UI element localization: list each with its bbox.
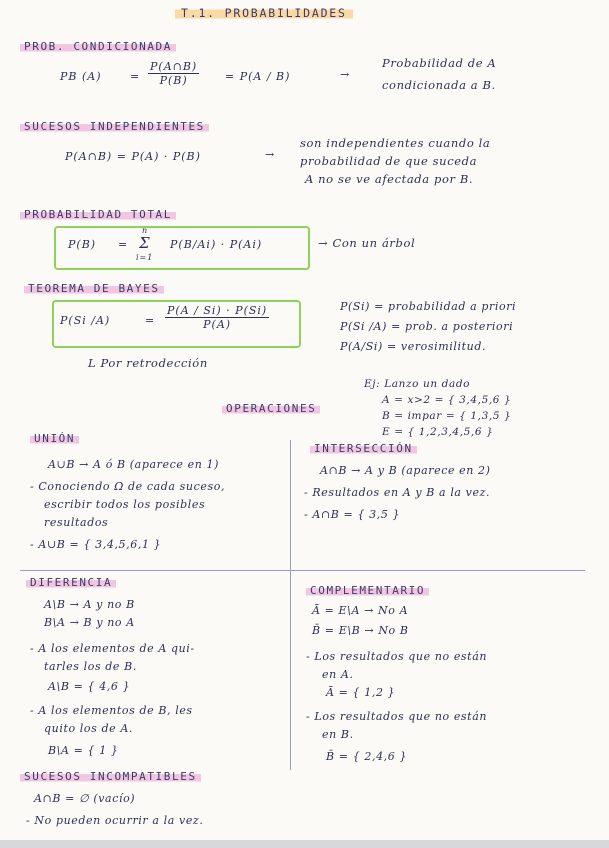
arrow-icon: → (265, 148, 276, 161)
bayes-fraction (165, 304, 269, 331)
comp-bullet1c: Ā = { 1,2 } (326, 686, 396, 699)
union-bullet2: - A∪B = { 3,4,5,6,1 } (30, 538, 162, 551)
section-header-bayes: TEOREMA DE BAYES (24, 282, 164, 295)
dif-formula2: B\A → B y no A (44, 616, 135, 629)
bayes-def-prior: P(Si) = probabilidad a priori (340, 300, 517, 313)
bayes-def-posterior: P(Si /A) = prob. a posteriori (340, 320, 514, 333)
cond-note-line2: condicionada a B. (382, 78, 496, 92)
example-line4: E = { 1,2,3,4,5,6 } (382, 426, 494, 438)
total-sum-bottom: i=1 (136, 253, 154, 262)
comp-bullet2: - Los resultados que no están (306, 710, 488, 723)
comp-formula1: Ā = E\A → No A (312, 604, 409, 617)
section-header-incompatible: SUCESOS INCOMPATIBLES (20, 770, 201, 783)
vertical-divider (290, 440, 291, 770)
section-header-conditional: PROB. CONDICIONADA (20, 40, 176, 53)
horizontal-divider (20, 570, 585, 571)
cond-lhs: PB (A) (60, 70, 102, 83)
bayes-note: L Por retrodección (88, 356, 208, 370)
sigma-icon: Σ (139, 234, 151, 252)
total-note: → Con un árbol (318, 236, 416, 250)
incomp-formula: A∩B = ∅ (vacío) (34, 792, 136, 805)
bayes-eq: = (145, 314, 156, 327)
union-formula: A∪B → A ó B (aparece en 1) (48, 458, 219, 471)
total-lhs: P(B) (68, 238, 97, 251)
section-header-difference: DIFERENCIA (26, 576, 116, 589)
indep-note-line2: probabilidad de que suceda (300, 154, 478, 168)
cond-numerator: P(A∩B) (150, 60, 198, 73)
section-header-operations: OPERACIONES (222, 402, 320, 415)
example-line1: Ej: Lanzo un dado (364, 378, 471, 390)
comp-bullet2c: B̄ = { 2,4,6 } (326, 750, 408, 763)
section-header-complement: COMPLEMENTARIO (306, 584, 429, 597)
cond-denominator: P(B) (159, 74, 188, 87)
inter-bullet2: - A∩B = { 3,5 } (304, 508, 401, 521)
comp-formula2: B̄ = E\B → No B (312, 624, 409, 637)
section-header-union: UNIÓN (30, 432, 79, 445)
total-sum-top: n (142, 226, 149, 235)
indep-note-line3: A no se ve afectada por B. (305, 172, 474, 186)
comp-bullet1: - Los resultados que no están (306, 650, 488, 663)
cond-fraction (148, 60, 199, 87)
comp-bullet1b: en A. (322, 668, 354, 681)
page-edge (0, 840, 609, 848)
inter-formula: A∩B → A y B (aparece en 2) (320, 464, 491, 477)
indep-note-line1: son independientes cuando la (300, 136, 491, 150)
dif-bullet2b: quito los de A. (44, 722, 133, 735)
union-bullet1: - Conociendo Ω de cada suceso, (30, 480, 226, 493)
section-header-independent: SUCESOS INDEPENDIENTES (20, 120, 209, 133)
union-bullet1b: escribir todos los posibles (44, 498, 206, 511)
comp-bullet2b: en B. (322, 728, 354, 741)
union-bullet1c: resultados (44, 516, 109, 529)
section-header-intersection: INTERSECCIÓN (310, 442, 417, 455)
bayes-denominator: P(A) (203, 318, 232, 331)
inter-bullet1: - Resultados en A y B a la vez. (304, 486, 491, 499)
indep-formula: P(A∩B) = P(A) · P(B) (65, 150, 201, 163)
cond-note-line1: Probabilidad de A (382, 56, 497, 70)
bayes-lhs: P(Si /A) (60, 314, 111, 327)
example-line3: B = impar = { 1,3,5 } (382, 410, 512, 422)
bayes-def-likelihood: P(A/Si) = verosimilitud. (340, 340, 487, 353)
dif-bullet2c: B\A = { 1 } (48, 744, 119, 757)
total-rhs: P(B/Ai) · P(Ai) (170, 238, 263, 251)
total-eq: = (118, 238, 129, 251)
example-line2: A = x>2 = { 3,4,5,6 } (382, 394, 512, 406)
bayes-numerator: P(A / Si) · P(Si) (167, 304, 268, 317)
incomp-bullet1: - No pueden ocurrir a la vez. (26, 814, 204, 827)
dif-bullet1c: A\B = { 4,6 } (48, 680, 131, 693)
arrow-icon: → (340, 68, 351, 81)
dif-bullet1b: tarles los de B. (44, 660, 137, 673)
dif-bullet1: - A los elementos de A qui- (30, 642, 195, 655)
cond-eq: = (130, 70, 141, 83)
page-title: T.1. PROBABILIDADES (175, 6, 353, 20)
section-header-total: PROBABILIDAD TOTAL (20, 208, 176, 221)
dif-formula1: A\B → A y no B (44, 598, 135, 611)
dif-bullet2: - A los elementos de B, les (30, 704, 193, 717)
cond-rhs: = P(A / B) (225, 70, 291, 83)
